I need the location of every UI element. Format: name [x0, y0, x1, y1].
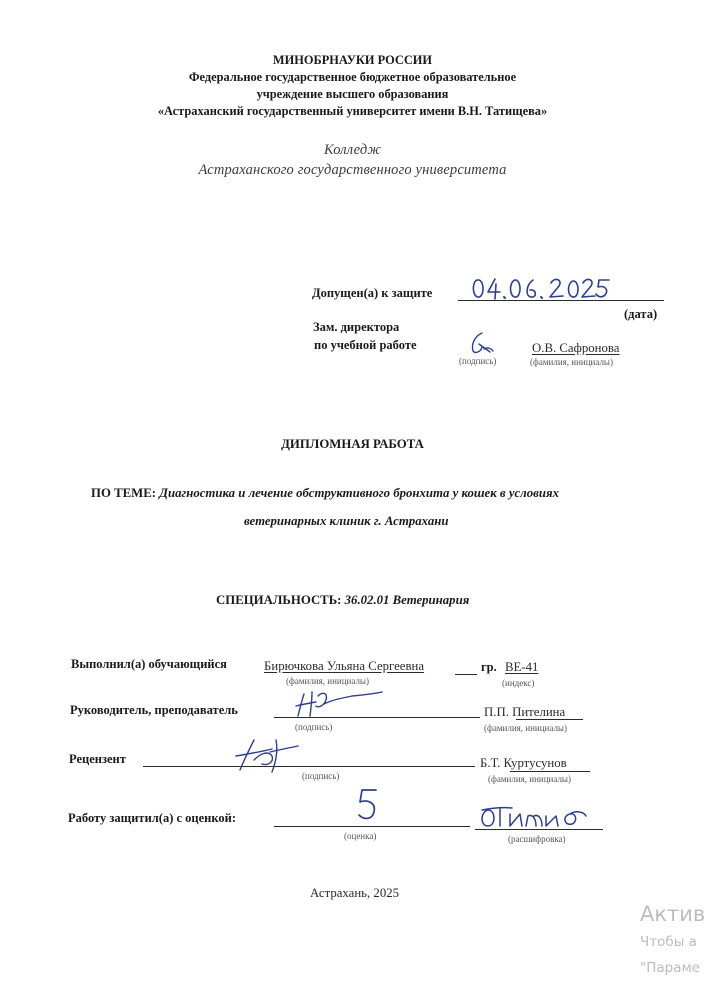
student-label: Выполнил(а) обучающийся — [71, 657, 227, 671]
defense-label: Работу защитил(а) с оценкой: — [68, 811, 237, 825]
topic-label: ПО ТЕМЕ: — [91, 486, 157, 500]
grade-caption: (оценка) — [344, 831, 377, 841]
activation-watermark-line-2: "Параме — [640, 960, 700, 976]
reviewer-signature-caption: (подпись) — [302, 771, 340, 781]
university-name: «Астраханский государственный университет имени В.Н. Татищева» — [157, 104, 548, 118]
deputy-signature — [466, 330, 496, 356]
reviewer-name-caption: (фамилия, инициалы) — [488, 774, 571, 784]
student-name-line-tail — [455, 674, 477, 675]
specialty-label: СПЕЦИАЛЬНОСТЬ: — [216, 593, 342, 607]
city-year: Астрахань, 2025 — [310, 886, 400, 900]
date-caption: (дата) — [624, 307, 658, 321]
supervisor-signature — [292, 686, 384, 722]
reviewer-signature-line — [143, 766, 475, 767]
activation-watermark-line-1: Чтобы а — [640, 934, 697, 950]
deputy-signature-caption: (подпись) — [459, 356, 497, 366]
group-value: ВЕ-41 — [505, 660, 539, 674]
handwritten-grade-text — [478, 804, 588, 832]
reviewer-signature — [232, 734, 302, 776]
deputy-director-label: Зам. директора — [313, 320, 400, 334]
supervisor-name-underline — [516, 719, 583, 720]
deputy-name-caption: (фамилия, инициалы) — [530, 357, 613, 367]
work-type-title: ДИПЛОМНАЯ РАБОТА — [281, 437, 424, 451]
grade-text-caption: (расшифровка) — [508, 834, 566, 844]
handwritten-grade — [354, 787, 382, 823]
supervisor-name: П.П. Пителина — [484, 705, 566, 719]
ministry-title: МИНОБРНАУКИ РОССИИ — [272, 53, 433, 67]
supervisor-signature-caption: (подпись) — [295, 722, 333, 732]
college-title: Колледж — [324, 142, 381, 158]
specialty-line — [216, 593, 469, 608]
academic-work-label: по учебной работе — [314, 338, 417, 352]
group-caption: (индекс) — [502, 678, 535, 688]
deputy-name: О.В. Сафронова — [532, 341, 620, 355]
student-name-caption: (фамилия, инициалы) — [286, 676, 369, 686]
group-label: гр. — [481, 660, 497, 674]
topic-text-2: ветеринарных клиник г. Астрахани — [244, 514, 449, 528]
supervisor-label: Руководитель, преподаватель — [70, 703, 238, 717]
student-name: Бирючкова Ульяна Сергеевна — [264, 659, 425, 673]
college-subtitle: Астраханского государственного университета — [198, 162, 507, 178]
topic-line-1 — [91, 486, 559, 501]
reviewer-label: Рецензент — [69, 752, 126, 766]
institution-line-2: учреждение высшего образования — [256, 87, 449, 101]
grade-line — [274, 826, 470, 827]
institution-line-1: Федеральное государственное бюджетное образовательное — [188, 70, 517, 84]
admitted-label: Допущен(а) к защите — [312, 286, 433, 300]
activation-watermark-title: Актив — [640, 902, 705, 926]
topic-text-1: Диагностика и лечение обструктивного бронхита у кошек в условиях — [159, 486, 559, 500]
handwritten-date — [470, 276, 610, 304]
specialty-value: 36.02.01 Ветеринария — [344, 593, 470, 607]
reviewer-name-underline — [510, 771, 590, 772]
reviewer-name: Б.Т. Куртусунов — [480, 756, 567, 770]
supervisor-name-caption: (фамилия, инициалы) — [484, 723, 567, 733]
